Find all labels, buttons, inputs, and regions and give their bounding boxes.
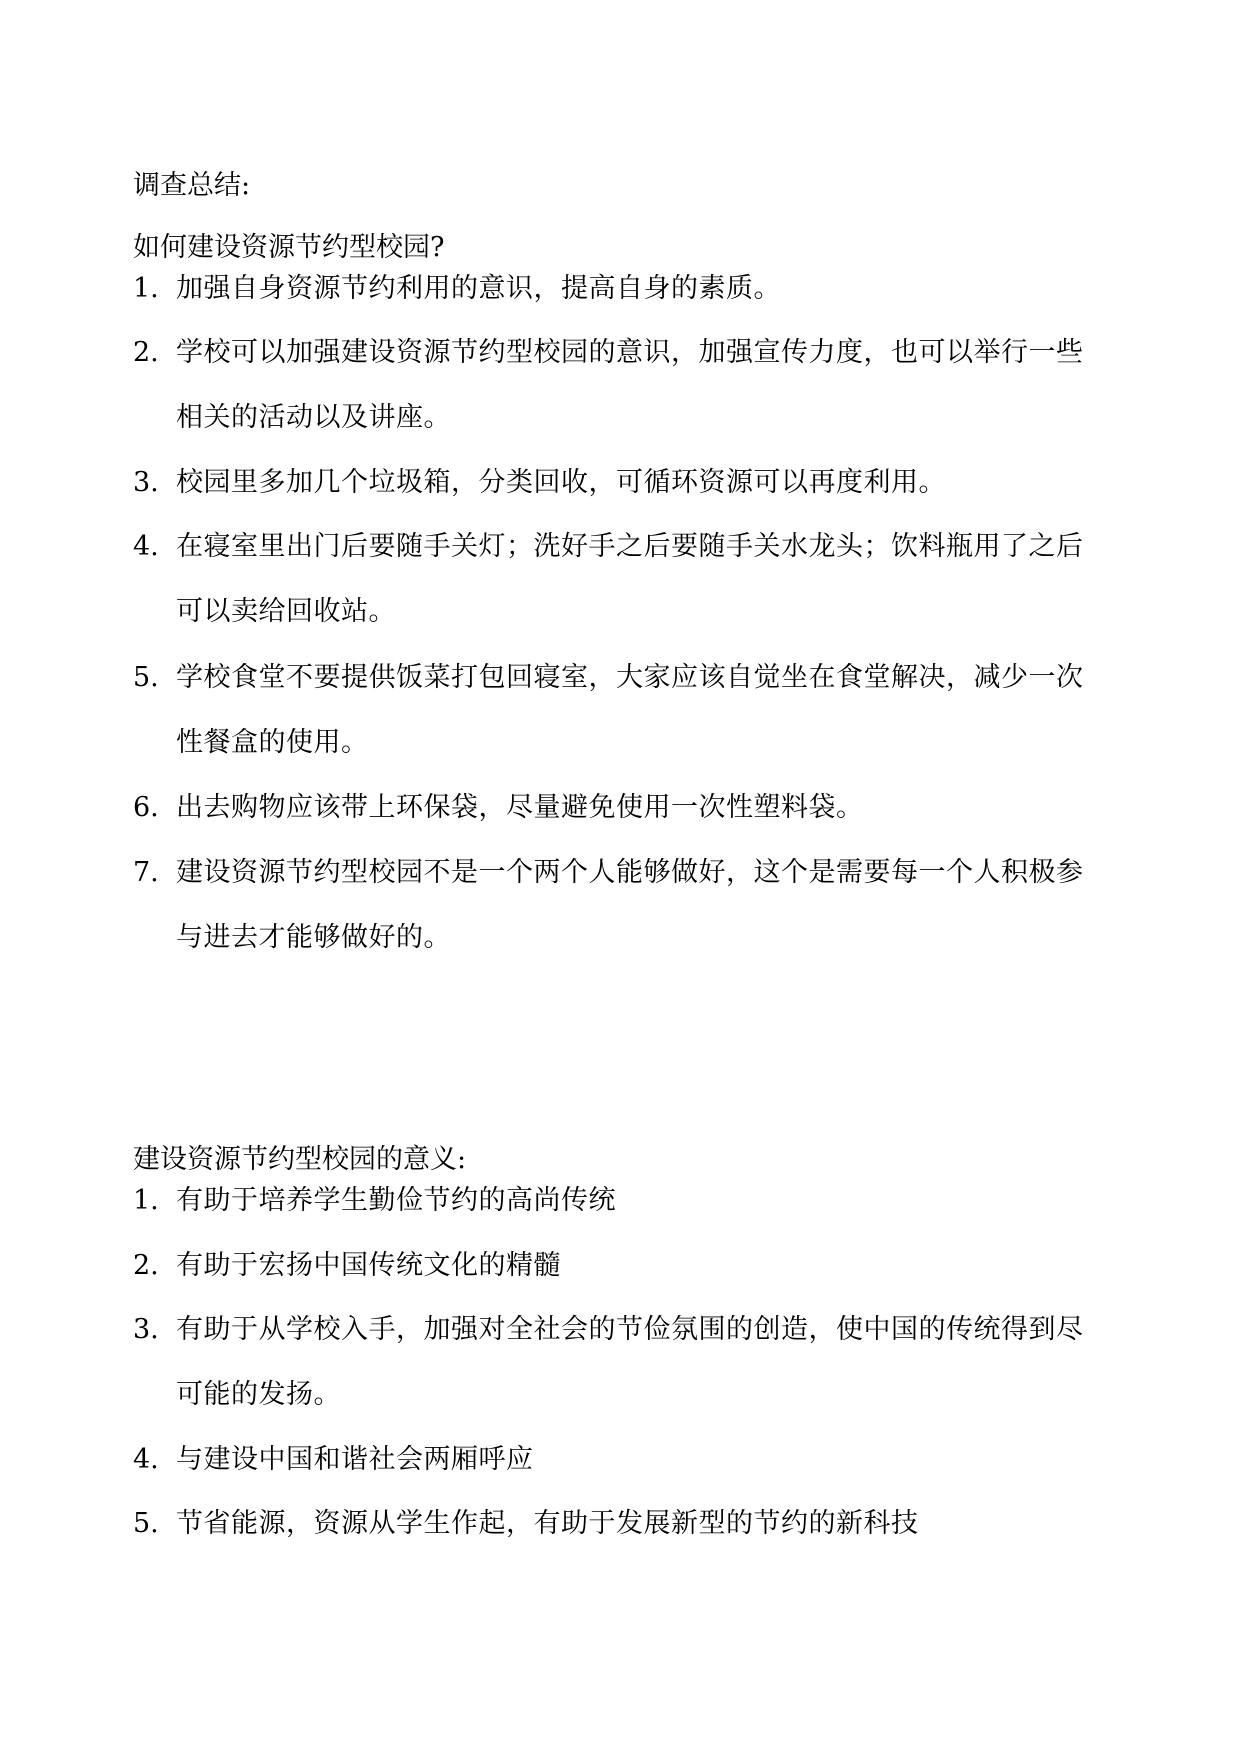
item-text: 建设资源节约型校园不是一个两个人能够做好，这个是需要每一个人积极参与进去才能够做好的。 xyxy=(176,857,1084,953)
summary-item-3 xyxy=(133,450,1103,515)
item-number: 1. xyxy=(133,1185,159,1216)
item-text: 与建设中国和谐社会两厢呼应 xyxy=(176,1444,534,1475)
item-number: 4. xyxy=(133,1444,159,1475)
item-number: 3. xyxy=(133,1314,159,1345)
significance-item-3 xyxy=(133,1297,1103,1427)
summary-item-7 xyxy=(133,840,1103,970)
item-text: 有助于宏扬中国传统文化的精髓 xyxy=(176,1250,561,1281)
item-number: 1. xyxy=(133,273,159,304)
item-number: 7. xyxy=(133,857,159,888)
significance-item-4 xyxy=(133,1427,1103,1492)
item-text: 校园里多加几个垃圾箱，分类回收，可循环资源可以再度利用。 xyxy=(176,467,946,498)
summary-item-4 xyxy=(133,514,1103,644)
item-text: 节省能源，资源从学生作起，有助于发展新型的节约的新科技 xyxy=(176,1508,919,1539)
significance-item-2 xyxy=(133,1233,1103,1298)
item-number: 3. xyxy=(133,467,159,498)
significance-item-1 xyxy=(133,1168,1103,1233)
item-number: 6. xyxy=(133,792,159,823)
summary-question: 如何建设资源节约型校园? xyxy=(133,232,445,263)
significance-title: 建设资源节约型校园的意义: xyxy=(133,1144,467,1175)
item-text: 有助于从学校入手，加强对全社会的节俭氛围的创造，使中国的传统得到尽可能的发扬。 xyxy=(176,1314,1084,1410)
item-number: 5. xyxy=(133,662,159,693)
summary-title: 调查总结: xyxy=(133,170,251,201)
item-text: 加强自身资源节约利用的意识，提高自身的素质。 xyxy=(176,273,781,304)
summary-item-2 xyxy=(133,320,1103,450)
item-text: 出去购物应该带上环保袋，尽量避免使用一次性塑料袋。 xyxy=(176,792,864,823)
item-text: 学校食堂不要提供饭菜打包回寝室，大家应该自觉坐在食堂解决，减少一次性餐盒的使用。 xyxy=(176,662,1084,758)
item-text: 学校可以加强建设资源节约型校园的意识，加强宣传力度，也可以举行一些相关的活动以及讲座。 xyxy=(176,337,1084,433)
summary-item-6 xyxy=(133,775,1103,840)
summary-item-1 xyxy=(133,256,1103,321)
item-number: 4. xyxy=(133,531,159,562)
item-text: 在寝室里出门后要随手关灯；洗好手之后要随手关水龙头；饮料瓶用了之后可以卖给回收站。 xyxy=(176,531,1084,627)
item-number: 2. xyxy=(133,1250,159,1281)
summary-item-5 xyxy=(133,645,1103,775)
item-text: 有助于培养学生勤俭节约的高尚传统 xyxy=(176,1185,616,1216)
significance-item-5 xyxy=(133,1491,1103,1556)
item-number: 5. xyxy=(133,1508,159,1539)
item-number: 2. xyxy=(133,337,159,368)
